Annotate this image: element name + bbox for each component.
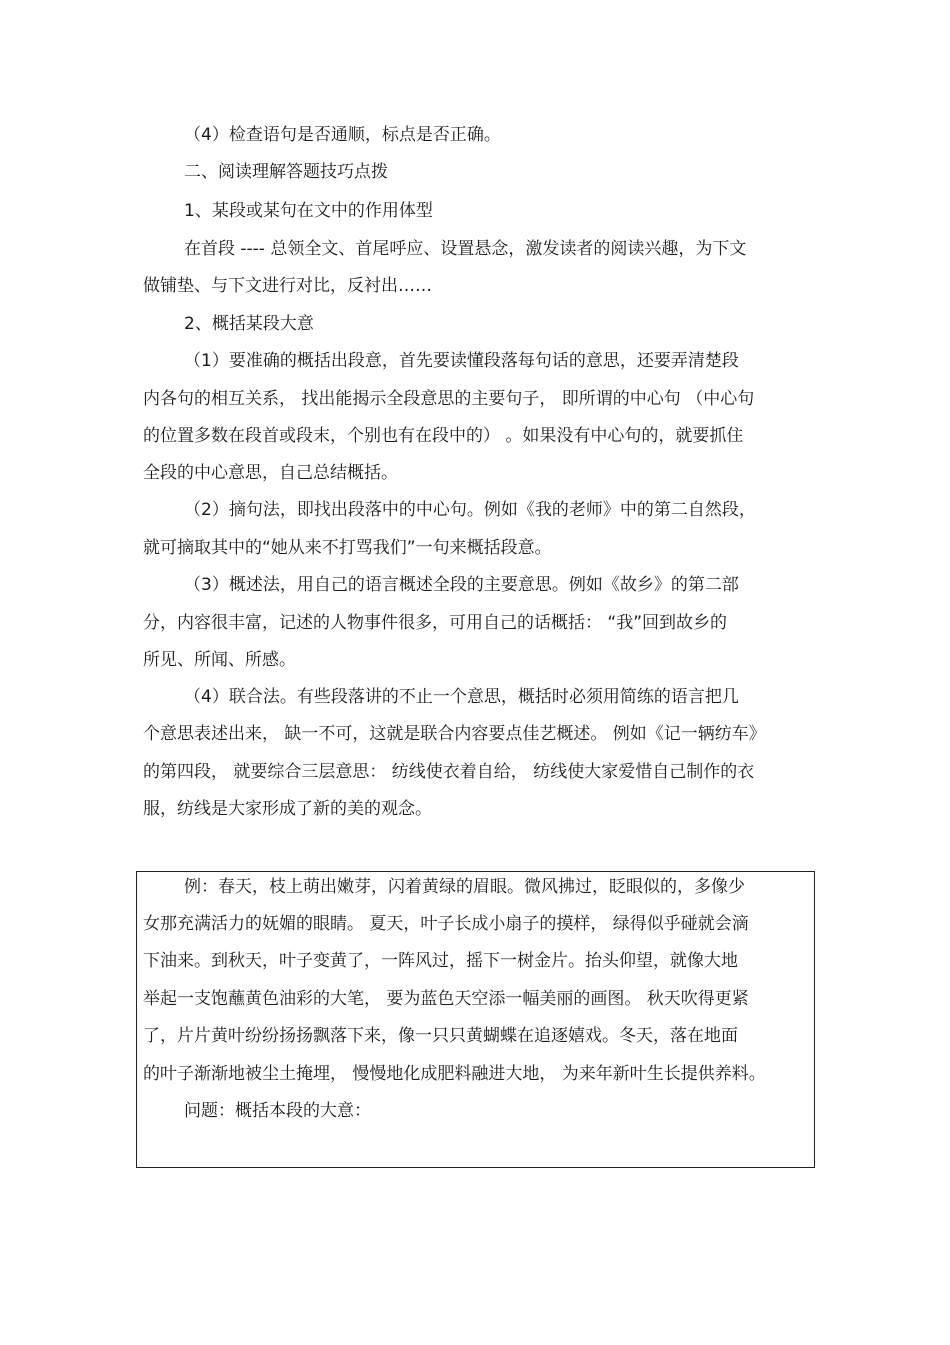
example-line-4: 举起一支饱蘸黄色油彩的大笔， 要为蓝色天空添一幅美丽的画图。 秋天吹得更紧	[143, 989, 749, 1009]
subheading-2: 2、概括某段大意	[184, 314, 314, 334]
body-line-4: 在首段 ---- 总领全文、首尾呼应、设置悬念，激发读者的阅读兴趣，为下文	[184, 239, 747, 259]
body-line-11: （2）摘句法，即找出段落中的中心句。例如《我的老师》中的第二自然段，	[184, 500, 756, 520]
example-line-6: 的叶子渐渐地被尘土掩埋， 慢慢地化成肥料融进大地， 为来年新叶生长提供养料。	[143, 1064, 766, 1084]
example-line-1: 例：春天，枝上萌出嫩芽，闪着黄绿的眉眼。微风拂过，眨眼似的，多像少	[184, 877, 745, 897]
example-line-3: 下油来。到秋天，叶子变黄了，一阵风过，摇下一树金片。抬头仰望，就像大地	[143, 951, 738, 971]
body-line-12: 就可摘取其中的“她从来不打骂我们”一句来概括段意。	[143, 538, 552, 558]
subheading-1: 1、某段或某句在文中的作用体型	[184, 201, 433, 221]
body-line-13: （3）概述法，用自己的语言概述全段的主要意思。例如《故乡》的第二部	[184, 575, 739, 595]
body-line-15: 所见、所闻、所感。	[143, 650, 296, 670]
example-line-5: 了，片片黄叶纷纷扬扬飘落下来，像一只只黄蝴蝶在追逐嬉戏。冬天，落在地面	[143, 1026, 738, 1046]
body-line-14: 分，内容很丰富，记述的人物事件很多，可用自己的话概括： “我”回到故乡的	[143, 613, 728, 633]
section-heading-2: 二、阅读理解答题技巧点拨	[184, 162, 388, 182]
question-prompt: 问题：概括本段的大意：	[184, 1101, 371, 1121]
body-line-1: （4）检查语句是否通顺，标点是否正确。	[184, 125, 501, 145]
body-line-10: 全段的中心意思，自己总结概括。	[143, 463, 398, 483]
body-line-8: 内各句的相互关系， 找出能揭示全段意思的主要句子， 即所谓的中心句 （中心句	[143, 389, 755, 409]
example-line-2: 女那充满活力的妩媚的眼睛。 夏天，叶子长成小扇子的摸样， 绿得似乎碰就会滴	[143, 914, 749, 934]
body-line-9: 的位置多数在段首或段末，个别也有在段中的） 。如果没有中心句的，就要抓住	[143, 426, 744, 446]
body-line-16: （4）联合法。有些段落讲的不止一个意思，概括时必须用简练的语言把几	[184, 687, 739, 707]
body-line-18: 的第四段， 就要综合三层意思： 纺线使衣着自给， 纺线使大家爱惜自己制作的衣	[143, 762, 755, 782]
body-line-5: 做铺垫、与下文进行对比，反衬出……	[143, 276, 432, 296]
body-line-7: （1）要准确的概括出段意，首先要读懂段落每句话的意思，还要弄清楚段	[184, 351, 739, 371]
body-line-17: 个意思表述出来， 缺一不可，这就是联合内容要点佳艺概述。 例如《记一辆纺车》	[143, 724, 766, 744]
body-line-19: 服，纺线是大家形成了新的美的观念。	[143, 799, 432, 819]
